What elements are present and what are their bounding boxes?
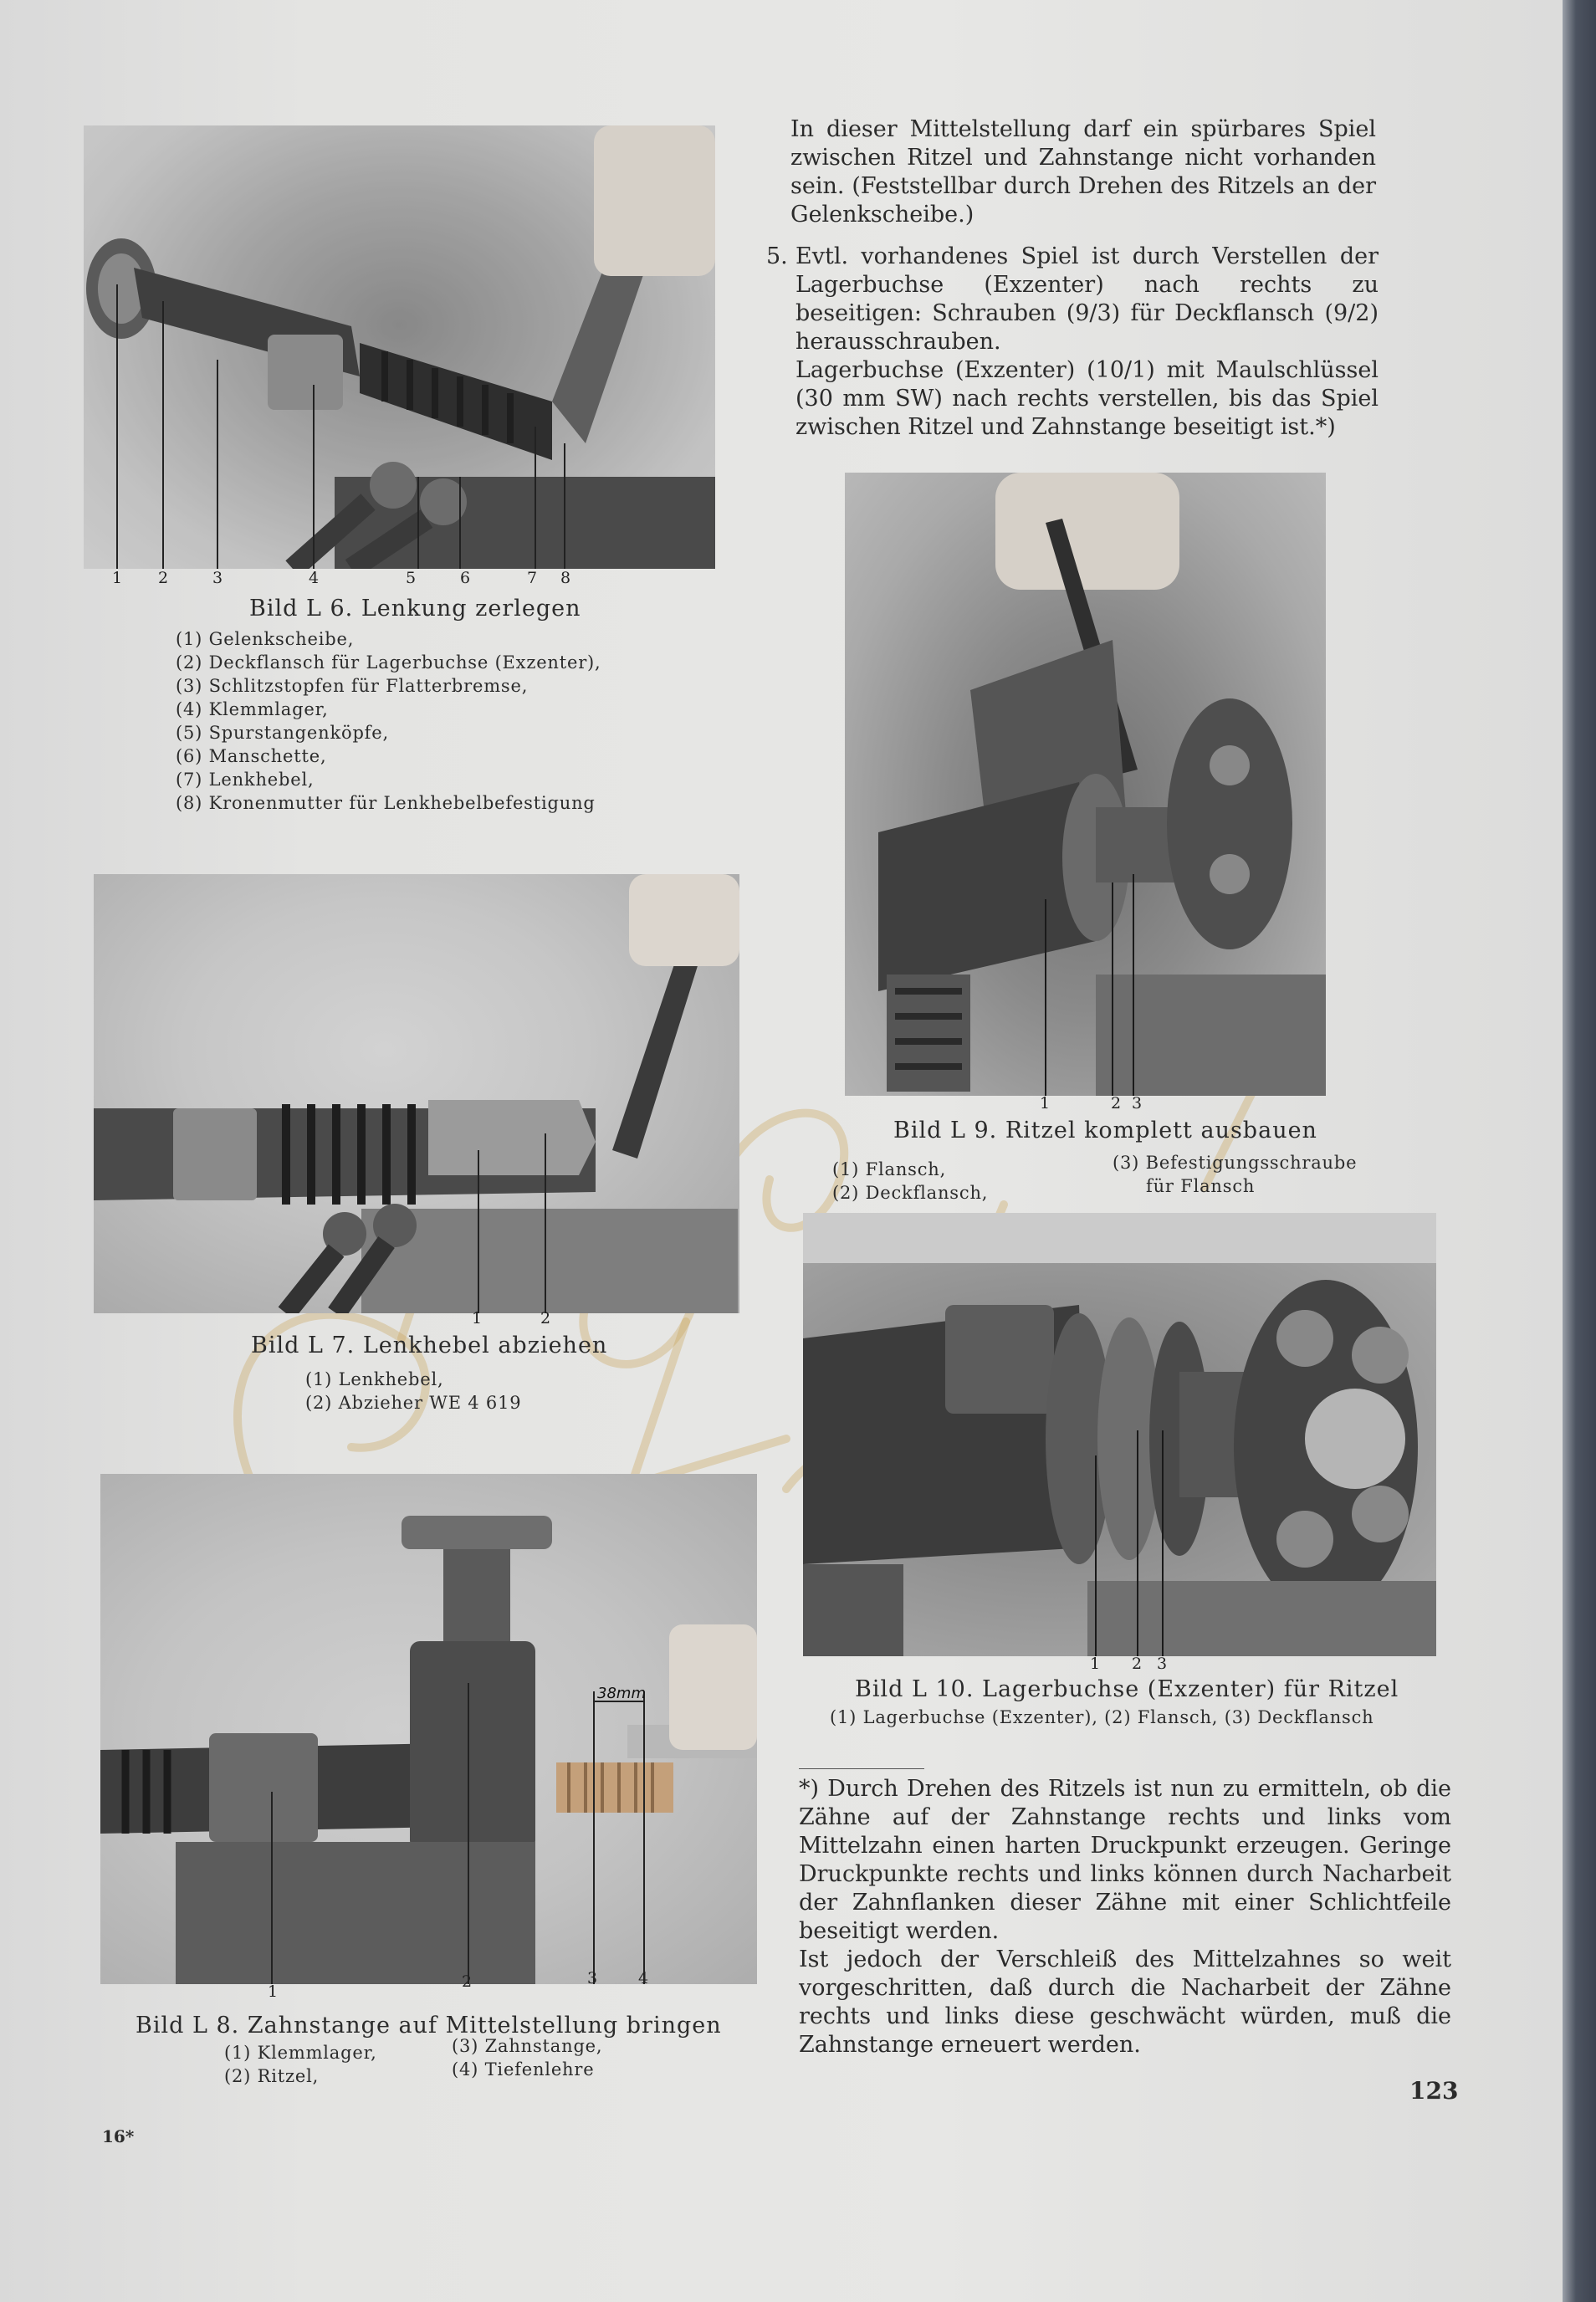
legend-item: (5) Spurstangenköpfe, xyxy=(176,723,389,743)
intro-paragraph xyxy=(790,115,1376,229)
legend-item: für Flansch xyxy=(1146,1176,1256,1196)
figure-l9-callouts xyxy=(845,1094,1326,1115)
figure-l8-callouts xyxy=(100,1969,757,2005)
figure-l10-callouts xyxy=(803,1655,1436,1675)
figure-l8-legend-right xyxy=(452,2034,602,2081)
footnote-text-b: Ist jedoch der Verschleiß des Mittelzahnes so weit vorgeschritten, daß durch die Nacharbeit der Zähne rechts und links diese geschwächt würden, muß die Zahnstange erneuert werden. xyxy=(799,1946,1451,2058)
callout-label: 2 xyxy=(540,1309,551,1327)
legend-item: (1) Klemmlager, xyxy=(224,2043,377,2063)
intro-text: In dieser Mittelstellung darf ein spürbares Spiel zwischen Ritzel und Zahnstange nicht vorhanden sein. (Feststellbar durch Drehen des Ritzels an der Gelenkscheibe.) xyxy=(790,116,1376,228)
callout-label: 3 xyxy=(1132,1094,1143,1113)
legend-item: (2) Deckflansch, xyxy=(832,1183,989,1203)
legend-item: (2) Deckflansch für Lagerbuchse (Exzenter), xyxy=(176,652,601,673)
figure-l6-legend xyxy=(176,627,601,815)
legend-item: (1) Flansch, xyxy=(832,1159,947,1179)
figure-l9-photo xyxy=(845,473,1326,1096)
callout-label: 1 xyxy=(112,569,123,587)
legend-item: (4) Klemmlager, xyxy=(176,699,329,719)
callout-label: 4 xyxy=(638,1969,649,1987)
legend-item: (2) Abzieher WE 4 619 xyxy=(305,1393,522,1413)
figure-l7-photo xyxy=(94,874,739,1313)
legend-item: (4) Tiefenlehre xyxy=(452,2059,595,2079)
figure-l8-legend-left xyxy=(224,2041,377,2088)
callout-label: 3 xyxy=(212,569,223,587)
legend-item: (1) Lenkhebel, xyxy=(305,1369,444,1389)
figure-l7-title: Bild L 7. Lenkhebel abziehen xyxy=(251,1333,608,1358)
figure-l6-callouts xyxy=(84,569,715,590)
step-number: 5. xyxy=(766,243,788,269)
step-5-text-a: Evtl. vorhandenes Spiel ist durch Verstellen der Lagerbuchse (Exzenter) nach rechts zu beseitigen: Schrauben (9/3) für Deckflansch (9/2) herausschrauben. xyxy=(795,243,1379,355)
callout-label: 6 xyxy=(460,569,471,587)
figure-l6-photo xyxy=(84,125,715,569)
callout-label: 2 xyxy=(462,1972,473,1991)
figure-l9-title: Bild L 9. Ritzel komplett ausbauen xyxy=(893,1118,1317,1143)
legend-item: (8) Kronenmutter für Lenkhebelbefestigung xyxy=(176,793,596,813)
callout-label: 4 xyxy=(309,569,320,587)
footnote xyxy=(799,1775,1451,2059)
figure-l10-legend xyxy=(830,1706,1374,1729)
legend-item: (3) Zahnstange, xyxy=(452,2036,603,2056)
step-5-text-b: Lagerbuchse (Exzenter) (10/1) mit Maulschlüssel (30 mm SW) nach rechts verstellen, bis das Spiel zwischen Ritzel und Zahnstange beseitigt ist.*) xyxy=(795,357,1379,440)
footnote-text-a: *) Durch Drehen des Ritzels ist nun zu ermitteln, ob die Zähne auf der Zahnstange rechts und links vom Mittelzahn einen harten Druckpunkt erzeugen. Geringe Druckpunkte rechts und links können durch Nacharbeit der Zahnflanken dieser Zähne mit einer Schlichtfeile beseitigt werden. xyxy=(799,1776,1451,1944)
legend-item: (1) Lagerbuchse (Exzenter), (2) Flansch, (3) Deckflansch xyxy=(830,1707,1374,1727)
figure-l7-callouts xyxy=(94,1309,739,1330)
legend-item: (6) Manschette, xyxy=(176,746,327,766)
figure-l10-title: Bild L 10. Lagerbuchse (Exzenter) für Ritzel xyxy=(855,1676,1399,1702)
figure-l7-legend xyxy=(305,1368,521,1414)
legend-item: (1) Gelenkscheibe, xyxy=(176,629,355,649)
callout-label: 3 xyxy=(587,1969,598,1987)
callout-label: 3 xyxy=(1157,1655,1168,1673)
figure-l8-photo xyxy=(100,1474,757,1984)
callout-label: 2 xyxy=(1111,1094,1122,1113)
callout-label: 2 xyxy=(1132,1655,1143,1673)
binder-edge xyxy=(1563,0,1596,2302)
callout-label: 1 xyxy=(472,1309,483,1327)
callout-label: 8 xyxy=(560,569,571,587)
page-number: 123 xyxy=(1409,2077,1459,2105)
signature-mark: 16* xyxy=(102,2126,135,2146)
footnote-rule xyxy=(799,1768,924,1769)
dimension-label: 38mm xyxy=(597,1685,646,1702)
step-5 xyxy=(766,243,1379,442)
callout-label: 2 xyxy=(158,569,169,587)
callout-label: 1 xyxy=(268,1982,279,2001)
callout-label: 5 xyxy=(406,569,417,587)
figure-l10-photo xyxy=(803,1213,1436,1656)
callout-label: 7 xyxy=(527,569,538,587)
figure-l9-legend-left xyxy=(832,1158,988,1205)
legend-item: (3) Befestigungsschraube xyxy=(1113,1153,1358,1173)
figure-l8-title: Bild L 8. Zahnstange auf Mittelstellung bringen xyxy=(136,2013,722,2039)
figure-l9-legend-right xyxy=(1113,1151,1357,1198)
callout-label: 1 xyxy=(1090,1655,1101,1673)
legend-item: (7) Lenkhebel, xyxy=(176,770,315,790)
legend-item: (2) Ritzel, xyxy=(224,2066,320,2086)
legend-item: (3) Schlitzstopfen für Flatterbremse, xyxy=(176,676,529,696)
callout-label: 1 xyxy=(1040,1094,1051,1113)
figure-l6-title: Bild L 6. Lenkung zerlegen xyxy=(249,596,581,622)
